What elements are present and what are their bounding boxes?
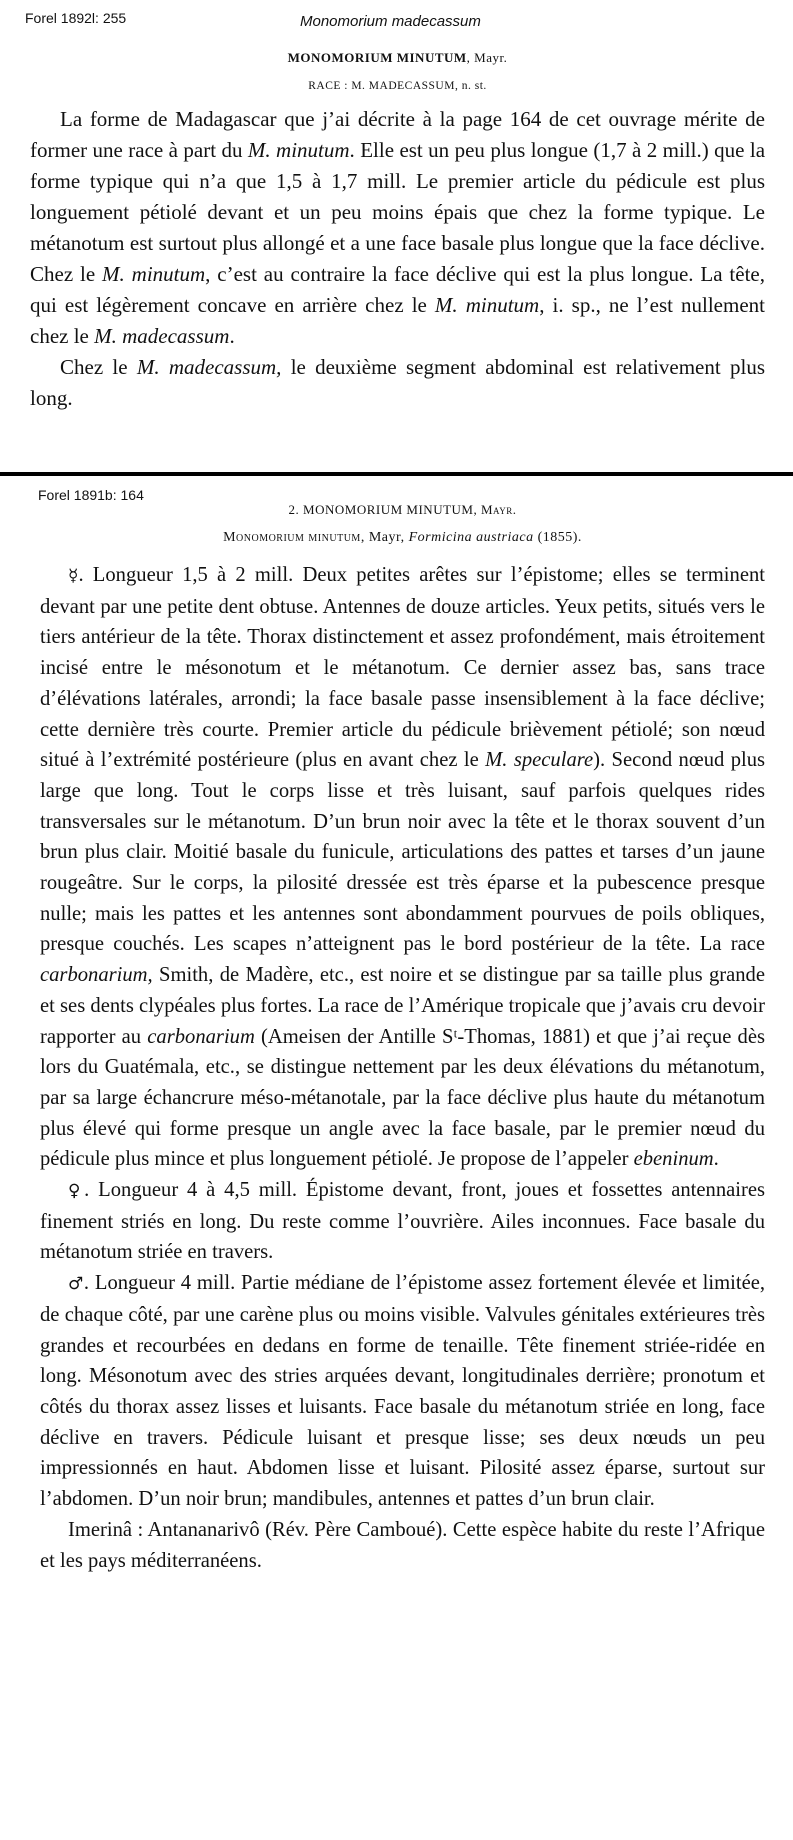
section2-subheading: Monomorium minutum, Mayr, Formicina austriaca (1855).	[223, 530, 582, 545]
section2-body	[40, 560, 765, 1576]
section1-paragraph-1: La forme de Madagascar que j’ai décrite à la page 164 de cet ouvrage mérite de former une race à part du M. minutum. Elle est un peu plus longue (1,7 à 2 mill.) que la forme typique qui n’a que 1,5 à 1,7 mill. Le premier article du pédicule est plus longuement pétiolé devant et un peu moins épais que chez la forme typique. Le métanotum est surtout plus allongé et a une face basale plus longue que la face déclive. Chez le M. minutum, c’est au contraire la face déclive qui est la plus longue. La tête, qui est légèrement concave en arrière chez le M. minutum, i. sp., ne l’est nullement chez le M. madecassum.	[30, 107, 766, 348]
species-title: Monomorium madecassum	[300, 13, 481, 30]
section1-body	[30, 104, 765, 414]
section2-citation: Forel 1891b: 164	[38, 487, 144, 503]
female-symbol-icon: ♀	[68, 1181, 85, 1202]
locality-paragraph: Imerinâ : Antananarivô (Rév. Père Camboué). Cette espèce habite du reste l’Afrique et les pays méditerranéens.	[40, 1518, 765, 1572]
section-madecassum	[30, 48, 765, 414]
section-minutum	[40, 502, 765, 1576]
section-divider	[0, 472, 793, 476]
top-citation: Forel 1892l: 255	[25, 10, 127, 26]
section2-heading: 2. MONOMORIUM MINUTUM, Mayr.	[288, 502, 517, 517]
female-paragraph: ♀. Longueur 4 à 4,5 mill. Épistome devant, front, joues et fossettes antennaires finement striés en long. Du reste comme l’ouvrière. Ailes inconnues. Face basale du métanotum striée en travers.	[40, 1179, 765, 1264]
section1-subheading: RACE : M. MADECASSUM, n. st.	[308, 80, 487, 92]
section1-heading: MONOMORIUM MINUTUM, Mayr.	[287, 50, 508, 65]
male-symbol-icon: ♂	[68, 1274, 84, 1295]
worker-symbol-icon: ☿	[68, 566, 79, 586]
header	[0, 0, 793, 40]
section1-paragraph-2: Chez le M. madecassum, le deuxième segment abdominal est relativement plus long.	[30, 355, 765, 410]
male-paragraph: ♂. Longueur 4 mill. Partie médiane de l’épistome assez fortement élevée et limitée, de chaque côté, par une carène plus ou moins visible. Valvules génitales extérieures très grandes et recourbées en dedans en forme de tenaille. Tête finement striée-ridée en long. Mésonotum avec des stries arquées devant, longitudinales derrière; pronotum et côtés du thorax assez lisses et luisants. Face basale du métanotum striée en long, face déclive en travers. Pédicule luisant et presque lisse; ses deux nœuds un peu impressionnés en haut. Abdomen lisse et luisant. Pilosité assez éparse, surtout sur l’abdomen. D’un noir brun; mandibules, antennes et pattes d’un brun clair.	[40, 1272, 765, 1511]
worker-paragraph: ☿. Longueur 1,5 à 2 mill. Deux petites arêtes sur l’épistome; elles se terminent devant par une petite dent obtuse. Antennes de douze articles. Yeux petits, situés vers le tiers antérieur de la tête. Thorax distinctement et assez profondément, mais étroitement incisé entre le mésonotum et le métanotum. Ce dernier assez bas, sans trace d’élévations latérales, arrondi; la face basale passe insensiblement à la face déclive; cette dernière très courte. Premier article du pédicule brièvement pétiolé; son nœud situé à l’extrémité postérieure (plus en avant chez le M. speculare). Second nœud plus large que long. Tout le corps lisse et très luisant, sauf parfois quelques rides transversales sur le métanotum. D’un brun noir avec la tête et le thorax souvent d’un brun plus clair. Moitié basale du funicule, articulations des pattes et tarses d’un jaune rougeâtre. Sur le corps, la pilosité dressée est très éparse et la pubescence presque nulle; mais les pattes et les antennes sont abondamment pourvues de poils obliques, presque couchés. Les scapes n’atteignent pas le bord postérieur de la tête. La race carbonarium, Smith, de Madère, etc., est noire et se distingue par sa taille plus grande et ses dents clypéales plus fortes. La race de l’Amérique tropicale que j’avais cru devoir rapporter au carbonarium (Ameisen der Antille Sᵗ-Thomas, 1881) et que j’ai reçue dès lors du Guatémala, etc., se distingue nettement par les deux élévations du métanotum, par sa large échancrure méso-métanotale, par la face déclive plus haute du métanotum plus élevé qui forme presque un angle avec la face basale, par le premier nœud du pédicule plus mince et plus longuement pétiolé. Je propose de l’appeler ebeninum.	[40, 564, 766, 1171]
